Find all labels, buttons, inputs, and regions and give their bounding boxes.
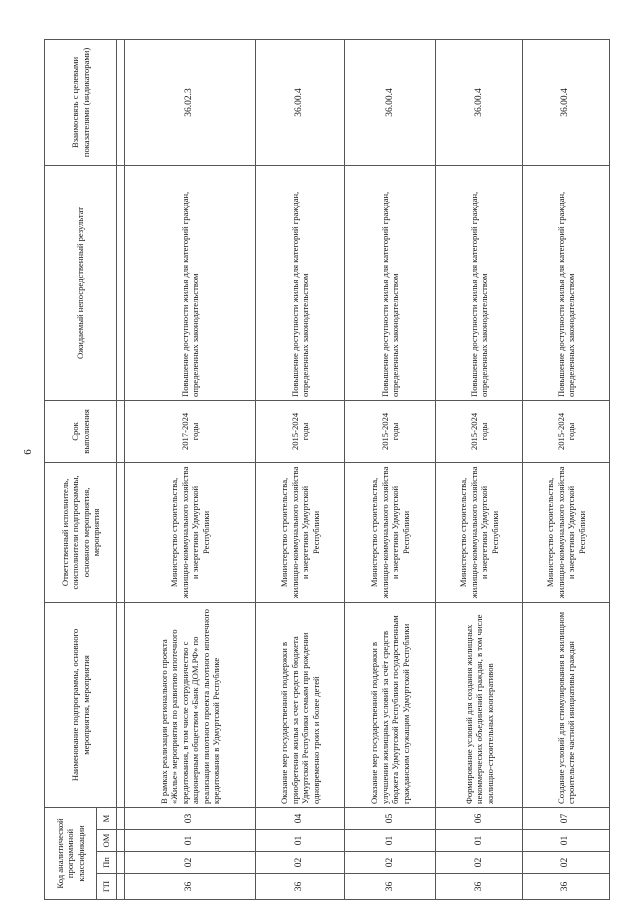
cell-result: Повышение доступности жилья для категорий граждан, определенных законодательством — [345, 165, 436, 400]
rotated-table-container — [44, 40, 610, 900]
cell-result: Повышение доступности жилья для категорий граждан, определенных законодательством — [125, 165, 256, 400]
header-link: Взаимосвязь с целевыми показателями (индикаторами) — [45, 39, 117, 165]
cell-result: Повышение доступности жилья для категорий граждан, определенных законодательством — [256, 165, 345, 400]
cell-gp: 36 — [436, 874, 523, 900]
cell-m: 06 — [436, 807, 523, 829]
cell-term: 2015-2024 годы — [345, 400, 436, 462]
table-row — [345, 39, 436, 899]
cell-om: 01 — [345, 830, 436, 852]
spacer-cell — [117, 462, 125, 602]
cell-pp: 02 — [125, 852, 256, 874]
cell-pp: 02 — [345, 852, 436, 874]
cell-responsible: Министерство строительства, жилищно-коммунального хозяйства и энергетики Удмуртской Республики — [436, 462, 523, 602]
spacer-cell — [117, 852, 125, 874]
header-name: Наименование подпрограммы, основного мероприятия, мероприятия — [45, 602, 117, 807]
program-table — [44, 39, 610, 900]
cell-m: 04 — [256, 807, 345, 829]
table-row — [256, 39, 345, 899]
cell-name: Создание условий для стимулирования в жилищном строительстве частной инициативы граждан — [523, 602, 610, 807]
cell-m: 07 — [523, 807, 610, 829]
header-gp: ГП — [97, 874, 117, 900]
cell-term: 2015-2024 годы — [523, 400, 610, 462]
cell-result: Повышение доступности жилья для категорий граждан, определенных законодательством — [523, 165, 610, 400]
table-row — [125, 39, 256, 899]
spacer-cell — [117, 874, 125, 900]
cell-name: Оказание мер государственной поддержки в улучшении жилищных условий за счёт средств бюджета Удмуртской Республики государственным гражданским служащим Удмуртской Республики — [345, 602, 436, 807]
cell-link: 36.00.4 — [345, 39, 436, 165]
cell-link: 36.02.3 — [125, 39, 256, 165]
header-om: ОМ — [97, 830, 117, 852]
table-row — [436, 39, 523, 899]
spacer-cell — [117, 400, 125, 462]
cell-gp: 36 — [256, 874, 345, 900]
document-sheet — [44, 40, 640, 893]
header-code-group: Код аналитической программной классификации — [45, 807, 97, 899]
spacer-cell — [117, 602, 125, 807]
spacer-cell — [117, 807, 125, 829]
header-result: Ожидаемый непосредственный результат — [45, 165, 117, 400]
cell-m: 03 — [125, 807, 256, 829]
cell-term: 2015-2024 годы — [436, 400, 523, 462]
cell-link: 36.00.4 — [523, 39, 610, 165]
cell-gp: 36 — [523, 874, 610, 900]
table-row — [523, 39, 610, 899]
cell-responsible: Министерство строительства, жилищно-коммунального хозяйства и энергетики Удмуртской Республики — [256, 462, 345, 602]
header-m: М — [97, 807, 117, 829]
cell-pp: 02 — [523, 852, 610, 874]
cell-term: 2015-2024 годы — [256, 400, 345, 462]
cell-responsible: Министерство строительства, жилищно-коммунального хозяйства и энергетики Удмуртской Республики — [125, 462, 256, 602]
cell-responsible: Министерство строительства, жилищно-коммунального хозяйства и энергетики Удмуртской Республики — [345, 462, 436, 602]
page-number: 6 — [22, 449, 34, 455]
spacer-cell — [117, 165, 125, 400]
cell-term: 2017-2024 годы — [125, 400, 256, 462]
cell-pp: 02 — [436, 852, 523, 874]
cell-name: В рамках реализации регионального проекта «Жилье» мероприятия по развитию ипотечного кредитования, в том числе сотрудничество с акционерным обществом «Банк ДОМ.РФ» по реализации пилотного проекта льготного ипотечного кредитования в Удмуртской Республике — [125, 602, 256, 807]
header-responsible: Ответственный исполнитель, соисполнители подпрограммы, основного мероприятия, мероприятия — [45, 462, 117, 602]
cell-link: 36.00.4 — [436, 39, 523, 165]
cell-pp: 02 — [256, 852, 345, 874]
header-pp: Пп — [97, 852, 117, 874]
cell-link: 36.00.4 — [256, 39, 345, 165]
spacer-cell — [117, 39, 125, 165]
cell-gp: 36 — [125, 874, 256, 900]
cell-m: 05 — [345, 807, 436, 829]
cell-name: Оказание мер государственной поддержки в приобретении жилья за счет средств бюджета Удмуртской Республики семьям при рождении одновременно троих и более детей — [256, 602, 345, 807]
cell-om: 01 — [125, 830, 256, 852]
cell-gp: 36 — [345, 874, 436, 900]
cell-om: 01 — [436, 830, 523, 852]
cell-result: Повышение доступности жилья для категорий граждан, определенных законодательством — [436, 165, 523, 400]
cell-om: 01 — [523, 830, 610, 852]
header-term: Срок выполнения — [45, 400, 117, 462]
spacer-cell — [117, 830, 125, 852]
cell-om: 01 — [256, 830, 345, 852]
cell-name: Формирование условий для создания жилищных некоммерческих объединений граждан, в том числе жилищно-строительных кооперативов — [436, 602, 523, 807]
cell-responsible: Министерство строительства, жилищно-коммунального хозяйства и энергетики Удмуртской Республики — [523, 462, 610, 602]
